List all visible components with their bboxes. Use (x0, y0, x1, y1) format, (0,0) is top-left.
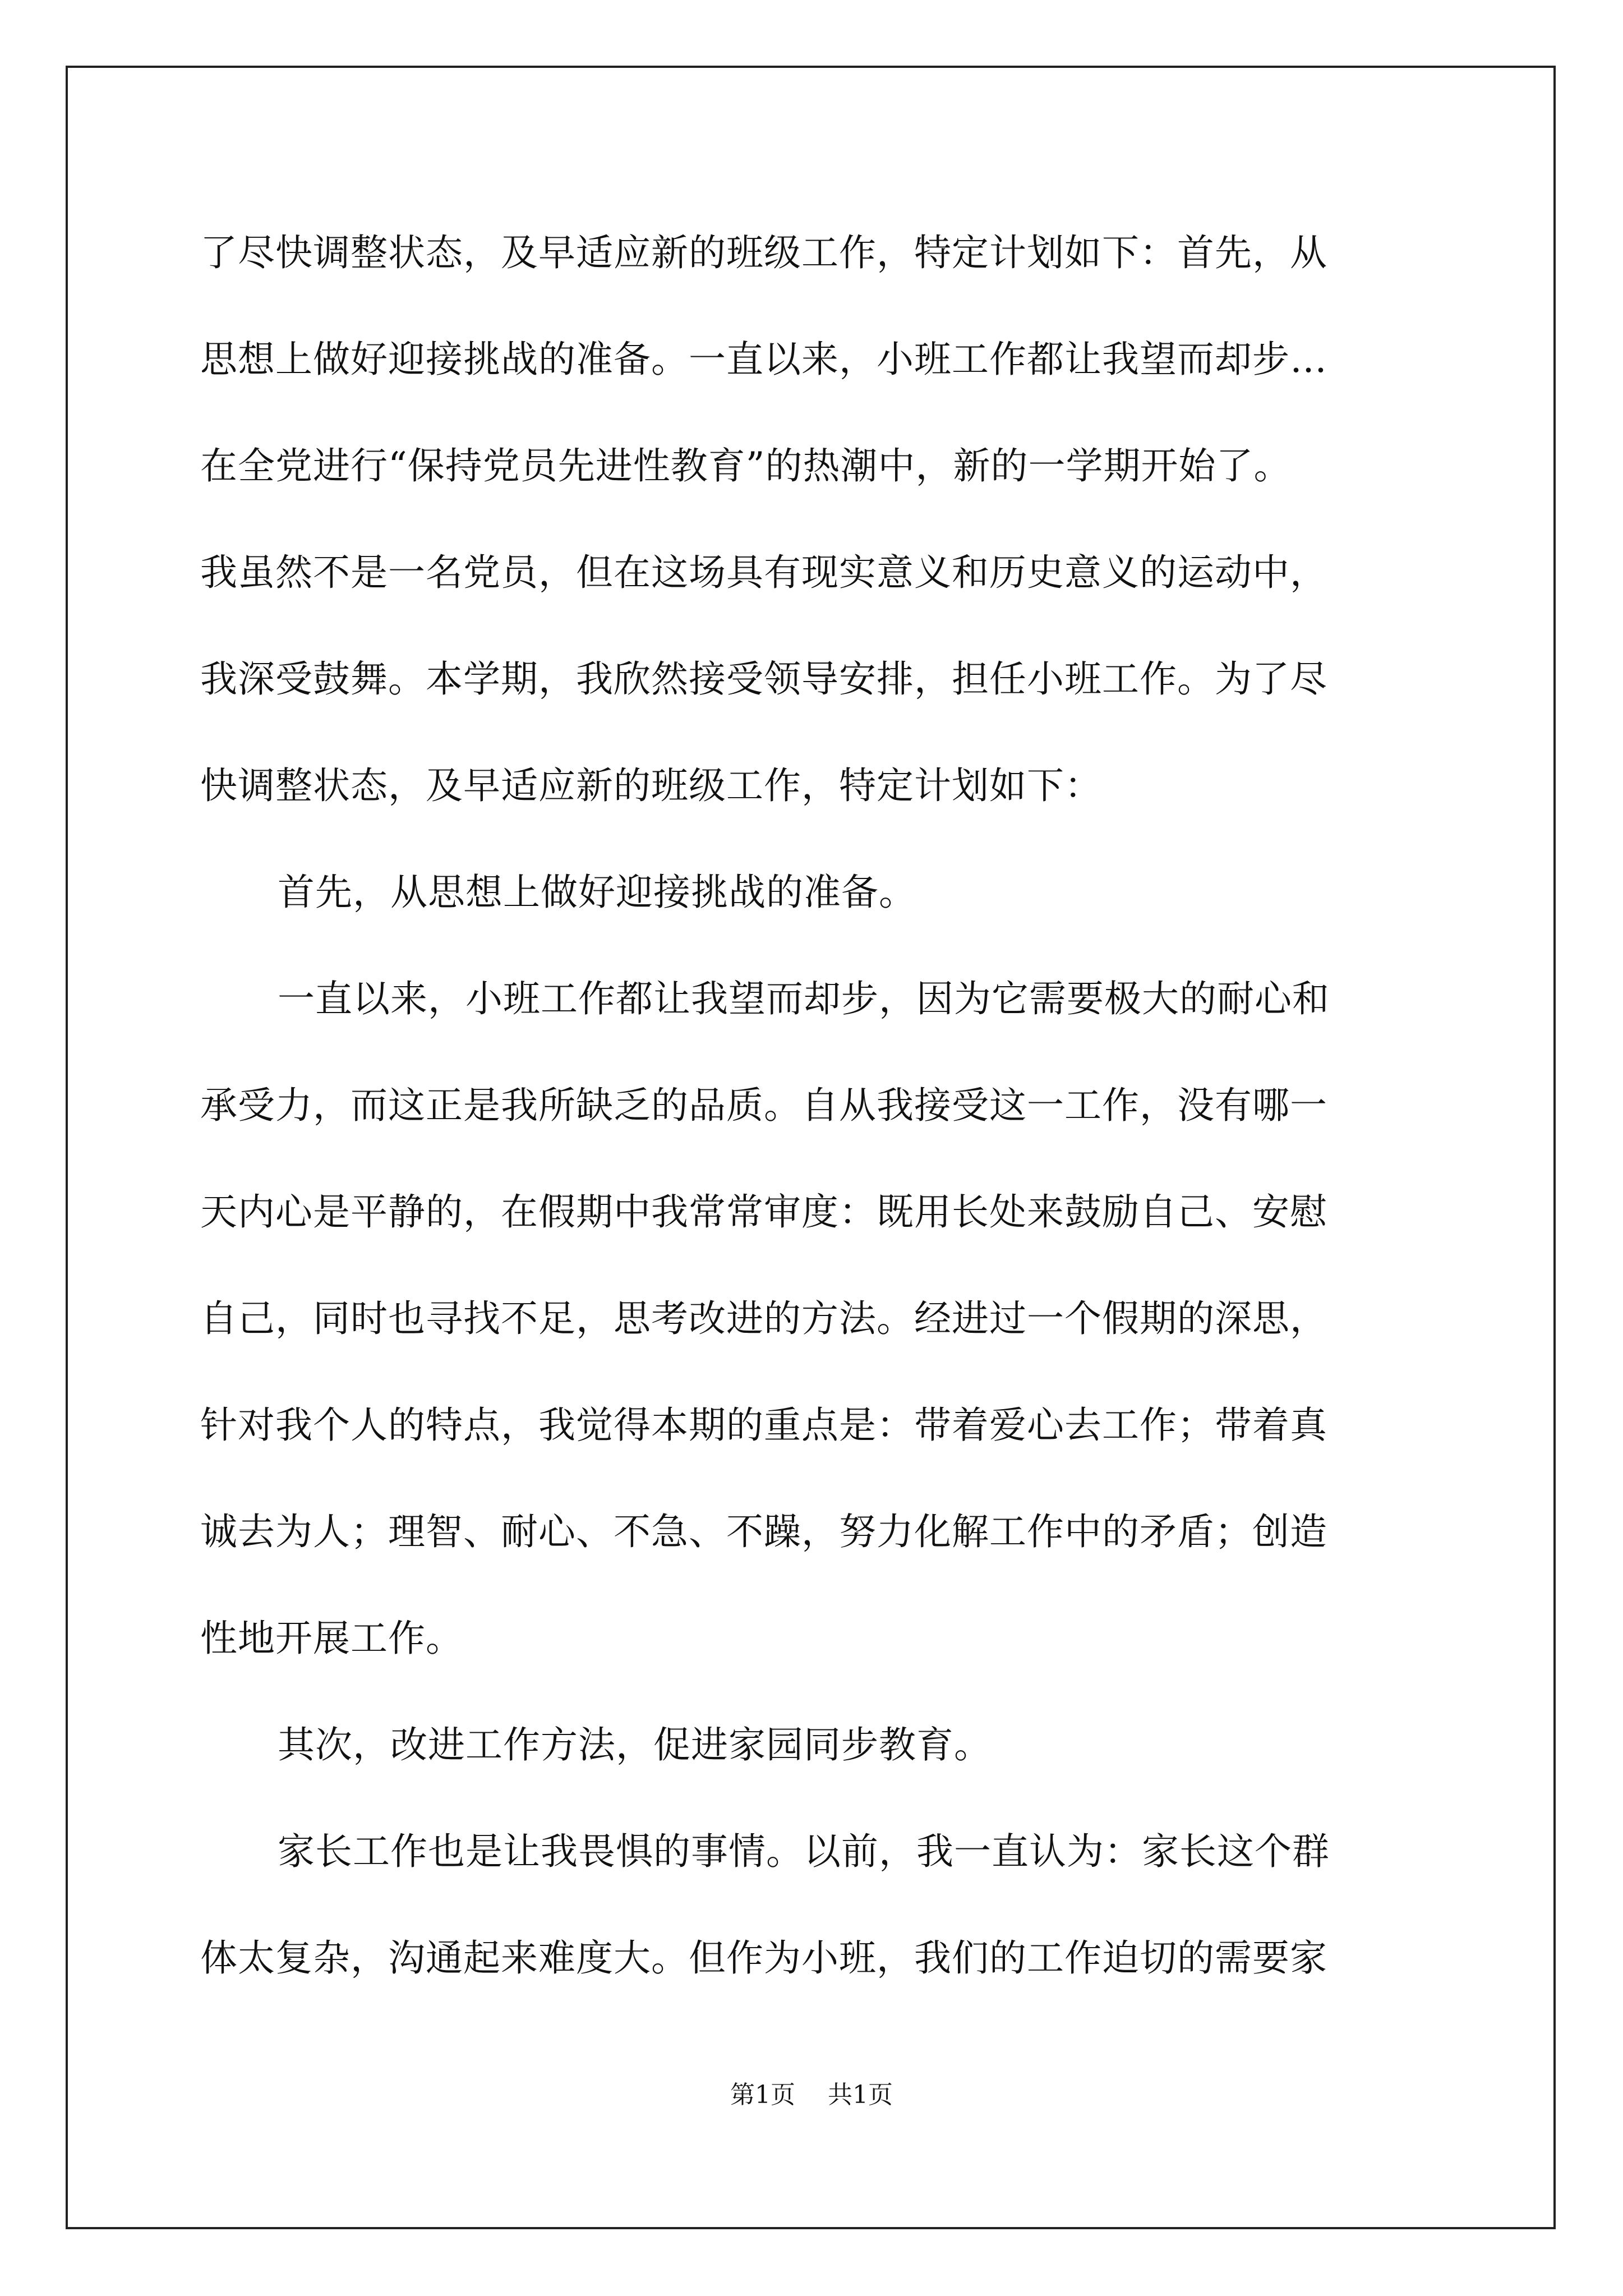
text-line: 天内心是平静的，在假期中我常常审度：既用长处来鼓励自己、安慰 (200, 1190, 1327, 1234)
text-line: 体太复杂，沟通起来难度大。但作为小班，我们的工作迫切的需要家 (200, 1936, 1327, 1980)
paragraph-first-line: 首先，从思想上做好迎接挑战的准备。 (278, 871, 916, 914)
page-number: 第1页 (730, 2081, 795, 2109)
text-line: 承受力，而这正是我所缺乏的品质。自从我接受这一工作，没有哪一 (200, 1084, 1327, 1127)
text-line: 诚去为人；理智、耐心、不急、不躁，努力化解工作中的矛盾；创造 (200, 1510, 1327, 1553)
paragraph-first-line: 一直以来，小班工作都让我望而却步，因为它需要极大的耐心和 (278, 977, 1330, 1020)
text-line: 思想上做好迎接挑战的准备。一直以来，小班工作都让我望而却步… (200, 338, 1327, 381)
text-line: 性地开展工作。 (200, 1617, 463, 1660)
text-line: 了尽快调整状态，及早适应新的班级工作，特定计划如下：首先，从 (200, 231, 1327, 274)
text-line: 我虽然不是一名党员，但在这场具有现实意义和历史意义的运动中， (200, 551, 1327, 594)
text-line: 在全党进行“保持党员先进性教育”的热潮中，新的一学期开始了。 (200, 444, 1292, 487)
page-footer (0, 2078, 1623, 2112)
page-count: 共1页 (828, 2081, 893, 2109)
document-body (200, 217, 1428, 2028)
text-line: 针对我个人的特点，我觉得本期的重点是：带着爱心去工作；带着真 (200, 1404, 1327, 1447)
paragraph-first-line: 其次，改进工作方法，促进家园同步教育。 (278, 1723, 992, 1766)
text-line: 我深受鼓舞。本学期，我欣然接受领导安排，担任小班工作。为了尽 (200, 657, 1327, 701)
text-line: 自己，同时也寻找不足，思考改进的方法。经进过一个假期的深思， (200, 1297, 1327, 1340)
paragraph-first-line: 家长工作也是让我畏惧的事情。以前，我一直认为：家长这个群 (278, 1830, 1330, 1873)
text-line: 快调整状态，及早适应新的班级工作，特定计划如下： (200, 764, 1102, 807)
